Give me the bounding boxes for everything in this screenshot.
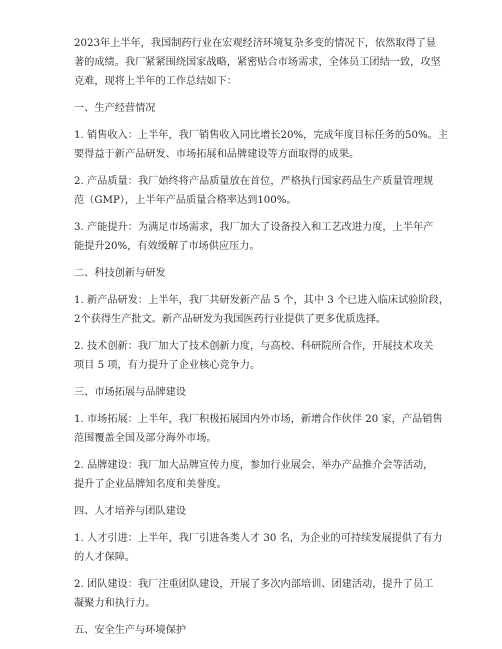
text-line: 2. 品牌建设：我厂加大品牌宣传力度，参加行业展会、举办产品推介会等活动， <box>74 460 434 471</box>
intro-paragraph <box>74 34 441 91</box>
section-heading-market: 三、市场拓展与品牌建设 <box>74 387 187 398</box>
paragraph-market-expansion <box>74 410 443 448</box>
text-line: 范围覆盖全国及部分海外市场。 <box>74 433 217 444</box>
paragraph-tech-innovation <box>74 337 436 375</box>
text-line: 1. 新产品研发：上半年，我厂共研发新产品 5 个，其中 3 个已进入临床试验阶段， <box>74 295 450 306</box>
text-line: 的人才保障。 <box>74 552 136 563</box>
paragraph-product-quality <box>74 172 436 210</box>
section-heading-production: 一、生产经营情况 <box>74 103 156 114</box>
paragraph-new-products <box>74 291 450 329</box>
paragraph-team-building <box>74 575 436 613</box>
text-line: 3. 产能提升：为满足市场需求，我厂加大了设备投入和工艺改进力度，上半年产 <box>74 222 434 233</box>
text-line: 1. 人才引进：上半年，我厂引进各类人才 30 名，为企业的可持续发展提供了有力 <box>74 533 443 544</box>
text-line: 要得益于新产品研发、市场拓展和品牌建设等方面取得的成果。 <box>74 149 360 160</box>
text-line: 1. 销售收入：上半年，我厂销售收入同比增长20%，完成年度目标任务的50%。主 <box>74 130 449 141</box>
text-line: 项目 5 项，有力提升了企业核心竞争力。 <box>74 360 261 371</box>
text-line: 2. 技术创新：我厂加大了技术创新力度，与高校、科研院所合作，开展技术攻关 <box>74 341 434 352</box>
section-heading-safety: 五、安全生产与环境保护 <box>74 625 187 636</box>
text-line: 1. 市场拓展：上半年，我厂积极拓展国内外市场，新增合作伙伴 20 家，产品销售 <box>74 414 443 425</box>
text-line: 2023年上半年，我国制药行业在宏观经济环境复杂多变的情况下，依然取得了显 <box>74 38 437 49</box>
section-heading-talent: 四、人才培养与团队建设 <box>74 506 187 517</box>
section-heading-innovation: 二、科技创新与研发 <box>74 268 166 279</box>
text-line: 能提升20%，有效缓解了市场供应压力。 <box>74 241 260 252</box>
paragraph-talent-recruitment <box>74 529 443 567</box>
paragraph-sales-revenue <box>74 126 449 164</box>
text-line: 范（GMP），上半年产品质量合格率达到100%。 <box>74 195 297 206</box>
paragraph-capacity <box>74 218 436 256</box>
text-line: 2. 团队建设：我厂注重团队建设，开展了多次内部培训、团建活动，提升了员工 <box>74 579 434 590</box>
text-line: 克难，现将上半年的工作总结如下： <box>74 76 237 87</box>
text-line: 2个获得生产批文。新产品研发为我国医药行业提供了更多优质选择。 <box>74 314 387 325</box>
paragraph-brand-building <box>74 456 436 494</box>
text-line: 著的成绩。我厂紧紧围绕国家战略，紧密贴合市场需求，全体员工团结一致，攻坚 <box>74 57 441 68</box>
text-line: 凝聚力和执行力。 <box>74 598 156 609</box>
text-line: 提升了企业品牌知名度和美誉度。 <box>74 479 227 490</box>
text-line: 2. 产品质量：我厂始终将产品质量放在首位，严格执行国家药品生产质量管理规 <box>74 176 434 187</box>
